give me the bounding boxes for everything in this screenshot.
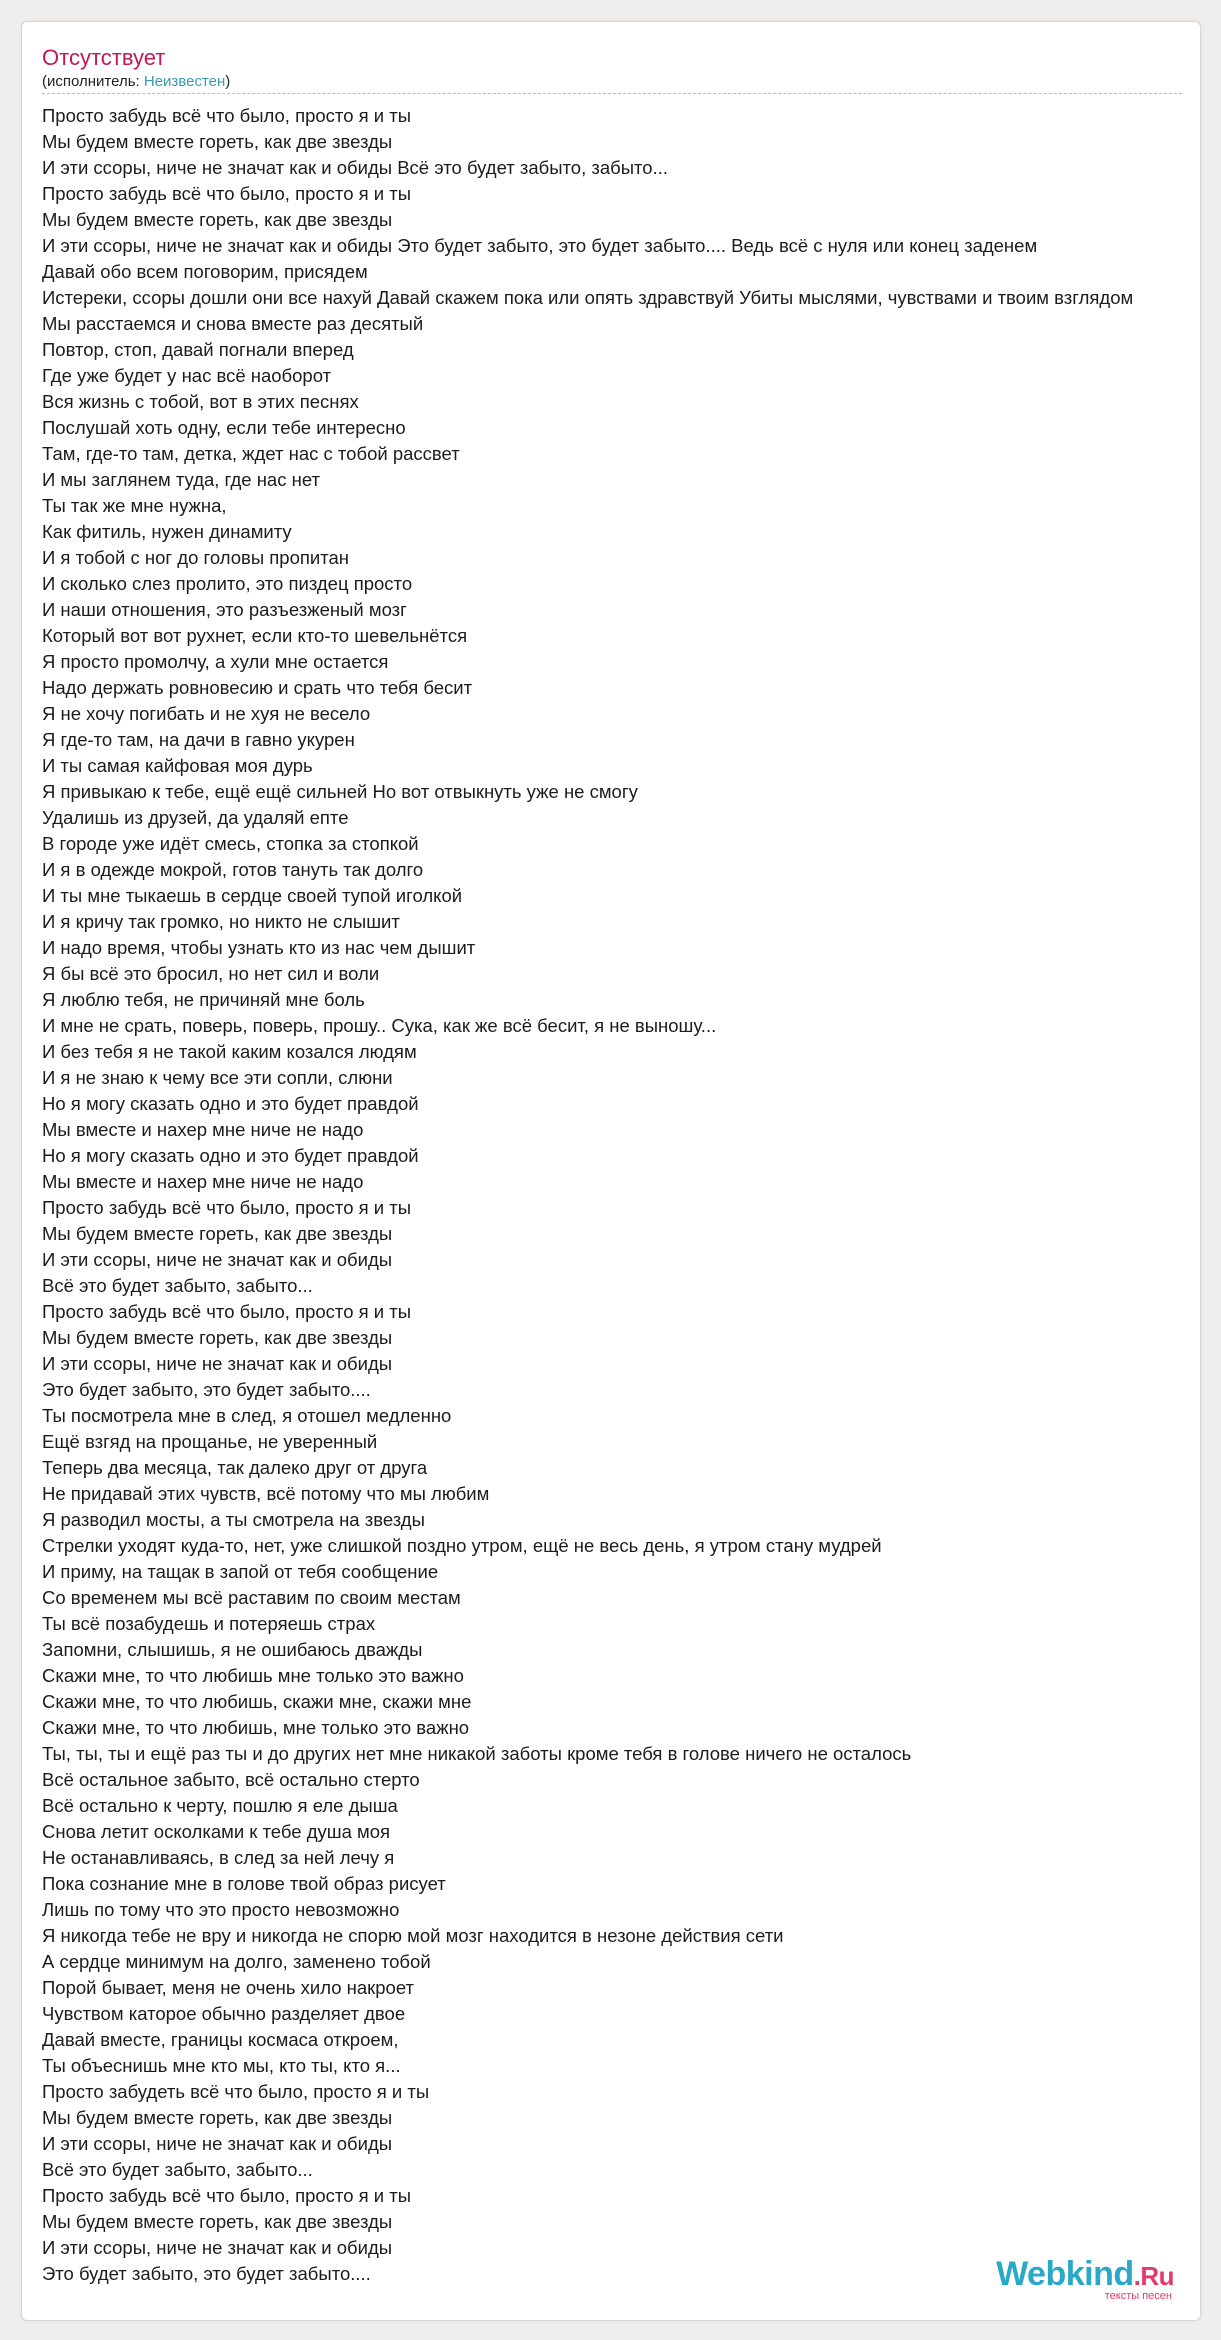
lyric-line: Удалишь из друзей, да удаляй епте xyxy=(42,807,349,828)
lyric-line: В городе уже идёт смесь, стопка за стопкой xyxy=(42,833,419,854)
lyric-line: Просто забудь всё что было, просто я и ты xyxy=(42,1197,412,1218)
lyric-line: И эти ссоры, ниче не значат как и обиды xyxy=(42,2237,393,2258)
lyric-line: Стрелки уходят куда-то, нет, уже слишкой поздно утром, ещё не весь день, я утром стану мудрей xyxy=(42,1535,882,1556)
lyric-line: Со временем мы всё раставим по своим местам xyxy=(42,1587,461,1608)
artist-link[interactable]: Неизвестен xyxy=(143,73,226,90)
lyric-line: Просто забудь всё что было, просто я и ты xyxy=(42,2185,412,2206)
lyric-line: Мы будем вместе гореть, как две звезды xyxy=(42,2107,393,2128)
lyric-line: Скажи мне, то что любишь, мне только это важно xyxy=(42,1717,470,1738)
lyric-line: Всё это будет забыто, забыто... xyxy=(42,2159,313,2180)
lyric-line: Всё это будет забыто, забыто... xyxy=(42,1275,313,1296)
lyric-line: Мы вместе и нахер мне ниче не надо xyxy=(42,1119,364,1140)
song-title: Отсутствует xyxy=(42,45,166,70)
lyric-line: И эти ссоры, ниче не значат как и обиды Это будет забыто, это будет забыто.... Ведь всё с нуля или конец заденем xyxy=(42,235,1038,256)
lyric-line: Скажи мне, то что любишь мне только это важно xyxy=(42,1665,464,1686)
lyric-line: Ещё взгяд на прощанье, не уверенный xyxy=(42,1431,378,1452)
lyric-line: Я не хочу погибать и не хуя не весело xyxy=(42,703,371,724)
lyric-line: И эти ссоры, ниче не значат как и обиды xyxy=(42,1353,393,1374)
lyric-line: Я привыкаю к тебе, ещё ещё сильней Но вот отвыкнуть уже не смогу xyxy=(42,781,638,802)
lyric-line: Просто забудь всё что было, просто я и ты xyxy=(42,183,412,204)
lyric-line: И ты мне тыкаешь в сердце своей тупой иголкой xyxy=(42,885,463,906)
lyric-line: Это будет забыто, это будет забыто.... xyxy=(42,1379,371,1400)
lyric-line: Чувством каторое обычно разделяет двое xyxy=(42,2003,406,2024)
lyric-line: Там, где-то там, детка, ждет нас с тобой рассвет xyxy=(42,443,460,464)
lyric-line: Мы расстаемся и снова вместе раз десятый xyxy=(42,313,424,334)
song-header xyxy=(42,44,1182,94)
lyric-line: Порой бывает, меня не очень хило накроет xyxy=(42,1977,414,1998)
lyric-line: И без тебя я не такой каким козался людям xyxy=(42,1041,417,1062)
site-logo[interactable] xyxy=(996,2256,1174,2302)
lyric-line: И мы заглянем туда, где нас нет xyxy=(42,469,320,490)
lyric-line: Запомни, слышишь, я не ошибаюсь дважды xyxy=(42,1639,423,1660)
lyric-line: Это будет забыто, это будет забыто.... xyxy=(42,2263,371,2284)
lyric-line: Я разводил мосты, а ты смотрела на звезды xyxy=(42,1509,425,1530)
lyric-line: Как фитиль, нужен динамиту xyxy=(42,521,292,542)
lyrics-card xyxy=(21,21,1201,2321)
artist-suffix: ) xyxy=(225,73,231,90)
lyric-line: Я никогда тебе не вру и никогда не спорю мой мозг находится в незоне действия сети xyxy=(42,1925,784,1946)
lyric-line: Мы будем вместе гореть, как две звезды xyxy=(42,1223,393,1244)
lyrics-text xyxy=(42,103,1201,2287)
lyric-line: Всё остальное забыто, всё остально стерто xyxy=(42,1769,420,1790)
lyric-line: Но я могу сказать одно и это будет правдой xyxy=(42,1145,419,1166)
lyric-line: Лишь по тому что это просто невозможно xyxy=(42,1899,400,1920)
lyric-line: Послушай хоть одну, если тебе интересно xyxy=(42,417,406,438)
lyric-line: И я кричу так громко, но никто не слышит xyxy=(42,911,400,932)
lyric-line: Я где-то там, на дачи в гавно укурен xyxy=(42,729,355,750)
lyric-line: Я бы всё это бросил, но нет сил и воли xyxy=(42,963,380,984)
lyric-line: Не останавливаясь, в след за ней лечу я xyxy=(42,1847,395,1868)
lyric-line: Истереки, ссоры дошли они все нахуй Давай скажем пока или опять здравствуй Убиты мыслями, чувствами и твоим взглядом xyxy=(42,287,1134,308)
lyric-line: Ты всё позабудешь и потеряешь страх xyxy=(42,1613,376,1634)
lyric-line: Мы будем вместе гореть, как две звезды xyxy=(42,209,393,230)
lyric-line: И эти ссоры, ниче не значат как и обиды xyxy=(42,2133,393,2154)
lyric-line: Мы будем вместе гореть, как две звезды xyxy=(42,131,393,152)
lyric-line: И надо время, чтобы узнать кто из нас чем дышит xyxy=(42,937,476,958)
lyric-line: И наши отношения, это разъезженый мозг xyxy=(42,599,407,620)
logo-main-text: Webkind xyxy=(996,2255,1134,2293)
lyric-line: Мы будем вместе гореть, как две звезды xyxy=(42,1327,393,1348)
lyric-line: Повтор, стоп, давай погнали вперед xyxy=(42,339,354,360)
lyric-line: Мы вместе и нахер мне ниче не надо xyxy=(42,1171,364,1192)
lyric-line: Я просто промолчу, а хули мне остается xyxy=(42,651,389,672)
lyric-line: Который вот вот рухнет, если кто-то шевельнётся xyxy=(42,625,468,646)
lyric-line: Ты так же мне нужна, xyxy=(42,495,227,516)
lyric-line: Где уже будет у нас всё наоборот xyxy=(42,365,332,386)
lyric-line: Надо держать ровновесию и срать что тебя бесит xyxy=(42,677,473,698)
lyric-line: Пока сознание мне в голове твой образ рисует xyxy=(42,1873,446,1894)
lyric-line: И эти ссоры, ниче не значат как и обиды Всё это будет забыто, забыто... xyxy=(42,157,668,178)
lyric-line: И приму, на тащак в запой от тебя сообщение xyxy=(42,1561,439,1582)
lyric-line: Скажи мне, то что любишь, скажи мне, скажи мне xyxy=(42,1691,472,1712)
lyric-line: И я в одежде мокрой, готов тануть так долго xyxy=(42,859,424,880)
lyric-line: Я люблю тебя, не причиняй мне боль xyxy=(42,989,365,1010)
artist-prefix: (исполнитель: xyxy=(42,73,144,90)
lyric-line: И ты самая кайфовая моя дурь xyxy=(42,755,313,776)
lyric-line: Снова летит осколками к тебе душа моя xyxy=(42,1821,391,1842)
header-divider xyxy=(42,93,1182,94)
lyric-line: И сколько слез пролито, это пиздец просто xyxy=(42,573,413,594)
artist-line xyxy=(42,73,1182,91)
lyric-line: И эти ссоры, ниче не значат как и обиды xyxy=(42,1249,393,1270)
lyric-line: Не придавай этих чувств, всё потому что мы любим xyxy=(42,1483,490,1504)
lyric-line: Вся жизнь с тобой, вот в этих песнях xyxy=(42,391,359,412)
lyric-line: А сердце минимум на долго, заменено тобой xyxy=(42,1951,431,1972)
logo-tagline: тексты песен xyxy=(1104,2290,1172,2302)
lyric-line: Ты объеснишь мне кто мы, кто ты, кто я... xyxy=(42,2055,401,2076)
lyric-line: И мне не срать, поверь, поверь, прошу.. Сука, как же всё бесит, я не выношу... xyxy=(42,1015,717,1036)
lyric-line: Теперь два месяца, так далеко друг от друга xyxy=(42,1457,428,1478)
lyric-line: Просто забудеть всё что было, просто я и ты xyxy=(42,2081,430,2102)
lyric-line: Всё остально к черту, пошлю я еле дыша xyxy=(42,1795,398,1816)
lyric-line: Просто забудь всё что было, просто я и ты xyxy=(42,105,412,126)
lyric-line: Просто забудь всё что было, просто я и ты xyxy=(42,1301,412,1322)
logo-suffix-text: .Ru xyxy=(1133,2261,1174,2291)
lyric-line: Но я могу сказать одно и это будет правдой xyxy=(42,1093,419,1114)
lyric-line: Давай вместе, границы космаса откроем, xyxy=(42,2029,399,2050)
lyric-line: Ты посмотрела мне в след, я отошел медленно xyxy=(42,1405,452,1426)
lyric-line: Давай обо всем поговорим, присядем xyxy=(42,261,368,282)
lyric-line: Ты, ты, ты и ещё раз ты и до других нет мне никакой заботы кроме тебя в голове ничего не осталось xyxy=(42,1743,912,1764)
lyric-line: Мы будем вместе гореть, как две звезды xyxy=(42,2211,393,2232)
lyric-line: И я тобой с ног до головы пропитан xyxy=(42,547,350,568)
lyric-line: И я не знаю к чему все эти сопли, слюни xyxy=(42,1067,393,1088)
